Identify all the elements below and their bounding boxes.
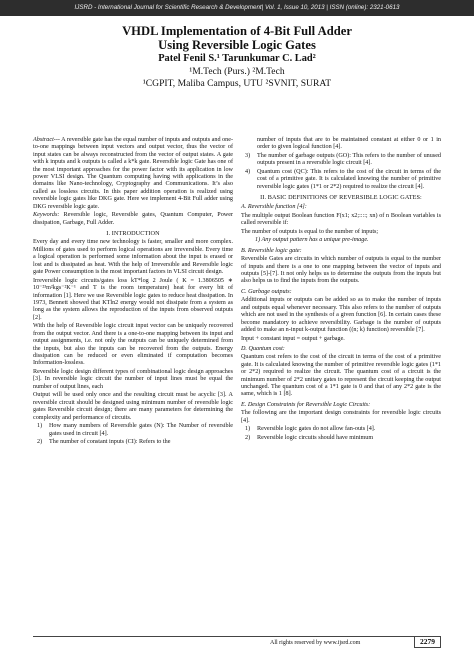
paragraph: With the help of Reversible logic circuit input vector can be uniquely recovered from the output vector. And there is a one-to-one mapping between its input and output assignments, i.e. not only the outputs can be uniquely determined from the inputs, but also the inputs can be recovered from the outputs. Energy dissipation can be reduced or even eliminated if computation becomes Information-lossless.: [33, 323, 233, 367]
list-number: 4): [245, 168, 251, 175]
section-heading-introduction: I. INTRODUCTION: [106, 230, 160, 238]
paper-header: [0, 24, 474, 90]
list-number: 1): [37, 423, 43, 430]
constraints-list: [241, 426, 441, 442]
subsection-heading: E. Design Constraints for Reversible Logic Circuits:: [241, 401, 371, 408]
list-text: The number of garbage outputs (GO): This refers to the number of unused outputs present in a reversible logic circuit [4].: [257, 153, 441, 167]
continued-text: number of inputs that are to be maintained constant at either 0 or 1 in order to given logical function [4].: [257, 137, 441, 151]
keywords: [33, 212, 233, 227]
list-text: How many numbers of Reversible gates (N): The Number of reversible gates used in circuit [4].: [49, 423, 233, 437]
degrees: ¹M.Tech (Purs.) ²M.Tech: [189, 65, 285, 77]
list-number: 2): [37, 438, 43, 445]
affiliations: ¹CGPIT, Maliba Campus, UTU ²SVNIT, SURAT: [142, 77, 332, 89]
paragraph: Irreversible logic circuits/gates loss kT*log 2 Joule ( K = 1.3806505 ∗ 10⁻²³m²kgs⁻²K⁻¹ and T is the room temperature) heat for every bit of information [1]. Here we use Reversible logic gates to reduce heat dissipation. In 1973, Bennett showed that KTln2 energy would not dissipate from a system as long as the system allows the reproduction of the inputs from observed outputs [2].: [33, 277, 233, 321]
left-column: [33, 137, 233, 447]
page-number: 2279: [414, 636, 441, 648]
paragraph: Reversible logic design different types of combinational logic design approaches [3]. In reversible logic circuit the number of input lines must be equal the number of output lines, each: [33, 368, 233, 390]
paragraph: Reversible Gates are circuits in which number of outputs is equal to the number of inputs and there is a one to one mapping between the vector of inputs and outputs [5]-[7]. It not only helps us to determine the outputs from the inputs but also helps us to find the inputs from the outputs.: [241, 256, 441, 285]
keywords-text: Reversible logic, Reversible gates, Quantum Computer, Power dissipation, Garbage, Full Adder.: [33, 212, 233, 226]
authors: Patel Fenil S.¹ Tarunkumar C. Lad²: [158, 53, 316, 64]
list-item: [33, 439, 233, 446]
right-column: [241, 137, 441, 443]
list-text: Quantum cost (QC): This refers to the cost of the circuit in terms of the cost of a primitive gate. It is calculated knowing the number of primitive reversible logic gates (1*1 or 2*2) required to realize the circuit [4].: [257, 168, 441, 190]
list-number: 1): [245, 426, 251, 433]
abstract-text: A reversible gate has the equal number of inputs and outputs and one-to-one mappings between input vectors and output vector, thus the vector of input states can be always reconstructed from the vector of output states. A gate with k inputs and k outputs is called a k*k gate. Reversible logic Gate has one of the most important approaches for the power factor with its application in low power VLSI design. The Quantum computing having with applications in the domains like Nano-technology, Cryptography and Communications. It’s also called as lossless circuits. In this paper addition operation is realized using reversible logic gates like DKG gate. Here we implement 4-Bit Full adder using DKG reversible logic gate.: [33, 137, 233, 210]
abstract-label: Abstract---: [33, 137, 60, 143]
subsection-heading: A. Reversible function [4]:: [241, 204, 307, 211]
list-text: Reversible logic circuits should have minimum: [257, 434, 374, 441]
equation: Input + constant input = output + garbage.: [241, 335, 345, 342]
list-item: [241, 435, 441, 442]
list-text: Reversible logic gates do not allow fan-outs [4].: [257, 426, 376, 433]
footer-rights: All rights reserved by www.ijsrd.com: [270, 640, 361, 646]
list-item: [241, 169, 441, 191]
subsection-heading: B. Reversible logic gate:: [241, 247, 302, 254]
subsection-heading: D. Quantum cost:: [241, 345, 285, 352]
journal-header: IJSRD - International Journal for Scientific Research & Development| Vol. 1, Issue 10, 2013 | ISSN (online): 2321-0613: [0, 0, 474, 16]
list-number: 3): [245, 153, 251, 159]
paragraph: Output will be used only once and the resulting circuit must be acyclic [3]. A reversible circuit should be designed using minimum number of reversible logic gates Reversible circuit design; there are many parameters for determining the complexity and performance of circuits.: [33, 392, 233, 421]
paragraph: Additional inputs or outputs can be added so as to make the number of inputs and outputs equal whenever necessary. This also refers to the number of outputs which are not used in the synthesis of a given function [6]. In certain cases these become mandatory to achieve reversibility. Garbage is the number of outputs added to make an n-input k-output function ((n; k) function) reversible [7].: [241, 297, 441, 333]
paper-title-line-1: VHDL Implementation of 4-Bit Full Adder: [122, 24, 352, 38]
paper-title-line-2: Using Reversible Logic Gates: [158, 38, 316, 52]
paragraph: The multiple output Boolean function F(x1; x2;::::; xn) of n Boolean variables is called reversible if:: [241, 212, 441, 227]
parameters-list-continued: [241, 153, 441, 191]
list-item: 1) Any output pattern has a unique pre-image.: [255, 237, 369, 244]
section-heading-basic-definitions: II. BASIC DEFINITIONS OF REVERSIBLE LOGIC GATES:: [260, 194, 422, 202]
list-text: The number of constant inputs (CI): Refers to the: [49, 438, 171, 445]
subsection-heading: C. Garbage outputs:: [241, 288, 292, 295]
paragraph: The number of outputs is equal to the number of inputs;: [241, 228, 379, 235]
list-number: 2): [245, 434, 251, 441]
paragraph: The following are the important design constraints for reversible logic circuits [4].: [241, 410, 441, 424]
paragraph: Quantum cost refers to the cost of the circuit in terms of the cost of a primitive gate. It is calculated knowing the number of primitive reversible logic gates (1*1 or 2*2) required to realize the circuit. The quantum cost of a circuit is the minimum number of 2*2 unitary gates to represent the circuit keeping the output unchanged. The quantum cost of a 1*1 gate is 0 and that of any 2*2 gate is the same, which is 1 [8].: [241, 354, 441, 398]
footer-divider: [33, 636, 441, 637]
list-item: [241, 426, 441, 433]
list-item: [33, 423, 233, 438]
keywords-label: Keywords:: [33, 212, 60, 219]
abstract: [33, 137, 233, 211]
list-item: [241, 153, 441, 168]
paragraph: Every day and every time new technology is faster, smaller and more complex. Millions of gates used to perform logical operations are irreversible. Every time a logical operation is performed some information about the input is erased or lost and is dissipated as heat. With the help of Irreversible and Reversible logic gate Power consumption is the most important factors in VLSI circuit design.: [33, 239, 233, 276]
parameters-list: [33, 423, 233, 446]
